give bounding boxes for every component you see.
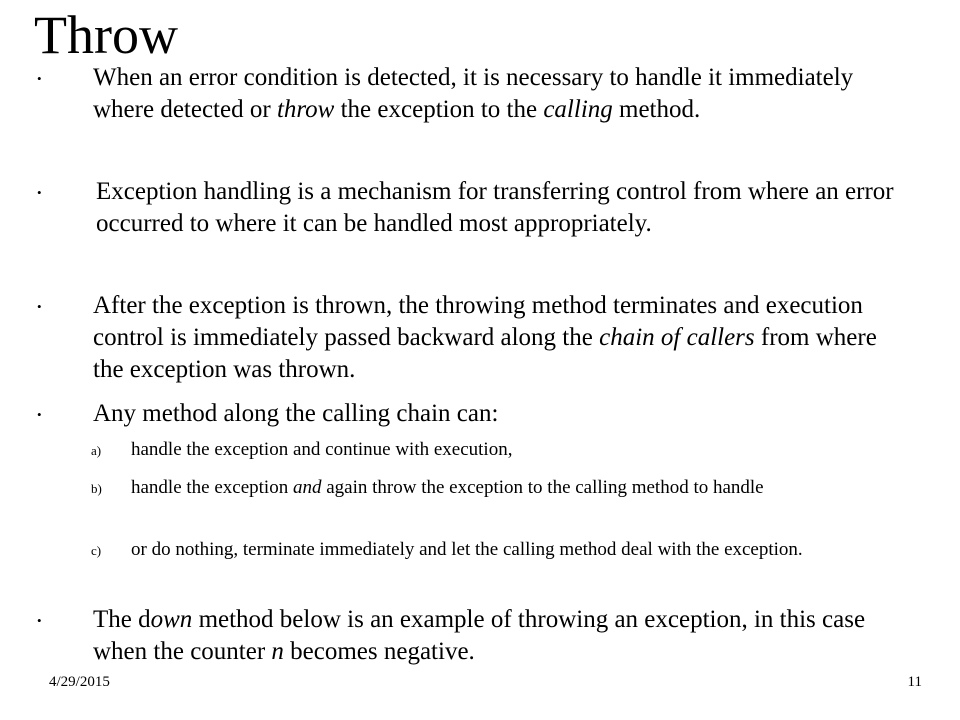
bullet-text: When an error condition is detected, it is necessary to handle it immediately where detected or throw the exception to the calling method. — [93, 64, 854, 123]
bullet-marker: • — [37, 185, 42, 200]
footer-date: 4/29/2015 — [49, 674, 110, 690]
bullet-text: Any method along the calling chain can: — [93, 400, 499, 427]
bullet-marker: • — [37, 613, 42, 628]
sub-item-text: handle the exception and continue with execution, — [131, 439, 513, 460]
sub-item-marker: a) — [91, 443, 102, 458]
sub-item-marker: c) — [91, 543, 102, 558]
slide-title: Throw — [34, 5, 178, 65]
sub-item-text: handle the exception and again throw the exception to the calling method to handle — [131, 477, 764, 498]
bullet-text: The down method below is an example of throwing an exception, in this case when the counter n becomes negative. — [93, 606, 866, 665]
bullet-marker: • — [37, 71, 42, 86]
bullet-text: Exception handling is a mechanism for transferring control from where an error occurred to where it can be handled most appropriately. — [96, 178, 894, 237]
bullet-marker: • — [37, 299, 42, 314]
bullet-marker: • — [37, 407, 42, 422]
sub-item-marker: b) — [91, 481, 102, 496]
bullet-text: After the exception is thrown, the throwing method terminates and execution control is immediately passed backward along the chain of callers from where the exception was thrown. — [93, 292, 877, 383]
sub-item-text: or do nothing, terminate immediately and let the calling method deal with the exception. — [131, 539, 803, 560]
page-number: 11 — [907, 674, 922, 690]
